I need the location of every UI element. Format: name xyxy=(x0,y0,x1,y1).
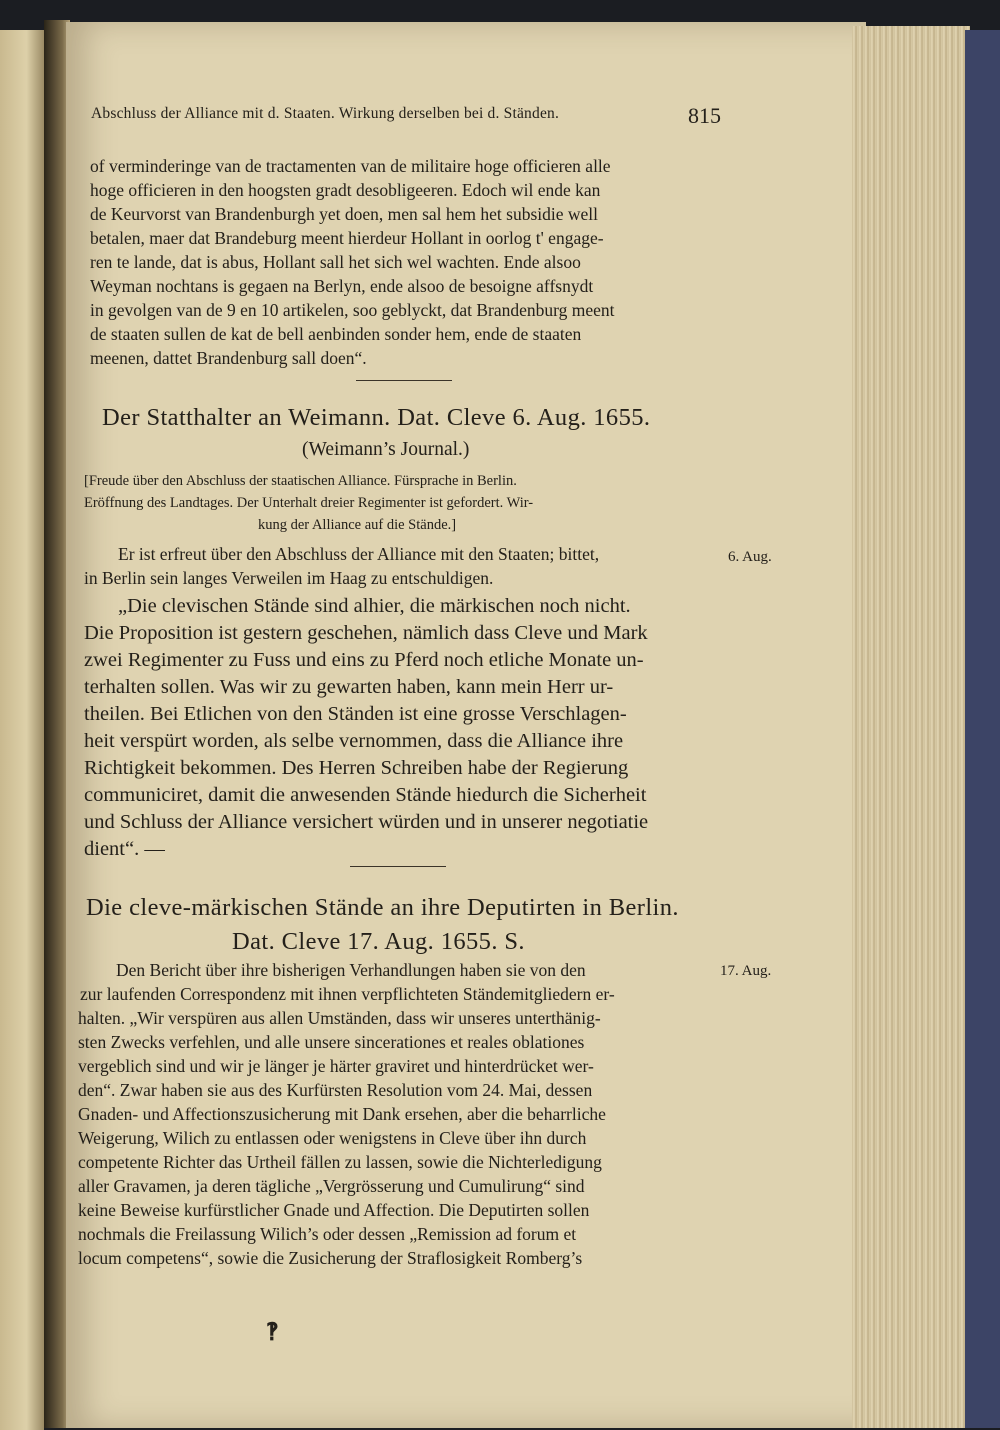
text-line: ren te lande, dat is abus, Hollant sall het sich wel wachten. Ende alsoo xyxy=(90,252,581,272)
text-line: vergeblich sind und wir je länger je härter graviret und hinterdrücket wer- xyxy=(78,1056,594,1076)
document-title: Der Statthalter an Weimann. Dat. Cleve 6. Aug. 1655. xyxy=(102,404,651,431)
section-divider xyxy=(356,380,452,381)
summary-line: [Freude über den Abschluss der staatischen Alliance. Fürsprache in Berlin. xyxy=(84,473,517,489)
ink-mark: ‽ xyxy=(266,1320,279,1346)
quote-line: terhalten sollen. Was wir zu gewarten haben, kann mein Herr ur- xyxy=(84,676,614,698)
quote-line: Die Proposition ist gestern geschehen, nämlich dass Cleve und Mark xyxy=(84,622,648,644)
text-line: nochmals die Freilassung Wilich’s oder dessen „Remission ad forum et xyxy=(78,1224,577,1244)
text-line: betalen, maer dat Brandeburg meent hierdeur Hollant in oorlog t' engage- xyxy=(90,228,604,248)
text-line: aller Gravamen, ja deren tägliche „Vergrösserung und Cumulirung“ sind xyxy=(78,1176,585,1196)
document-title: Die cleve-märkischen Stände an ihre Deputirten in Berlin. xyxy=(86,894,679,921)
text-line: keine Beweise kurfürstlicher Gnade und Affection. Die Deputirten sollen xyxy=(78,1200,590,1220)
quote-line: und Schluss der Alliance versichert würden und in unserer negotiatie xyxy=(84,811,649,833)
quote-line: theilen. Bei Etlichen von den Ständen ist eine grosse Verschlagen- xyxy=(84,703,627,725)
text-line: de staaten sullen de kat de bell aenbinden sonder hem, ende de staaten xyxy=(90,324,582,344)
quote-line: heit verspürt worden, als selbe vernommen, dass die Alliance ihre xyxy=(84,730,624,752)
text-line: in gevolgen van de 9 en 10 artikelen, soo geblyckt, dat Brandenburg meent xyxy=(90,300,615,320)
text-line: de Keurvorst van Brandenburgh yet doen, men sal hem het subsidie well xyxy=(90,204,599,224)
quote-line: zwei Regimenter zu Fuss und eins zu Pferd noch etliche Monate un- xyxy=(84,649,644,671)
summary-line: Eröffnung des Landtages. Der Unterhalt dreier Regimenter ist gefordert. Wir- xyxy=(84,495,534,511)
text-line: of verminderinge van de tractamenten van de militaire hoge officieren alle xyxy=(90,156,611,176)
quote-line: „Die clevischen Stände sind alhier, die märkischen noch nicht. xyxy=(118,595,631,617)
document-title: Dat. Cleve 17. Aug. 1655. S. xyxy=(232,928,525,955)
text-line: in Berlin sein langes Verweilen im Haag zu entschuldigen. xyxy=(84,568,494,588)
quote-line: dient“. — xyxy=(84,838,165,860)
section-divider xyxy=(350,866,446,867)
text-line: halten. „Wir verspüren aus allen Umständen, dass wir unseres unterthänig- xyxy=(78,1008,601,1028)
text-line: meenen, dattet Brandenburg sall doen“. xyxy=(90,348,367,368)
text-line: competente Richter das Urtheil fällen zu lassen, sowie die Nichterledigung xyxy=(78,1152,602,1172)
text-line: den“. Zwar haben sie aus des Kurfürsten Resolution vom 24. Mai, dessen xyxy=(78,1080,593,1100)
quote-line: Richtigkeit bekommen. Des Herren Schreiben habe der Regierung xyxy=(84,757,629,779)
margin-date: 6. Aug. xyxy=(728,549,772,565)
text-line: sten Zwecks verfehlen, und alle unsere sincerationes et reales oblationes xyxy=(78,1032,585,1052)
text-line: Den Bericht über ihre bisherigen Verhandlungen haben sie von den xyxy=(116,960,586,980)
text-line: Weyman nochtans is gegaen na Berlyn, ende alsoo de besoigne affsnydt xyxy=(90,276,594,296)
text-line: Gnaden- und Affectionszusicherung mit Dank ersehen, aber die beharrliche xyxy=(78,1104,606,1124)
text-line: zur laufenden Correspondenz mit ihnen verpflichteten Ständemitgliedern er- xyxy=(80,984,615,1004)
text-line: locum competens“, sowie die Zusicherung der Straflosigkeit Romberg’s xyxy=(78,1248,583,1268)
summary-line: kung der Alliance auf die Stände.] xyxy=(258,517,457,533)
running-head: Abschluss der Alliance mit d. Staaten. Wirkung derselben bei d. Ständen. xyxy=(91,105,560,122)
document-source: (Weimann’s Journal.) xyxy=(302,439,470,460)
page-number: 815 xyxy=(688,103,721,128)
quote-line: communiciret, damit die anwesenden Stände hiedurch die Sicherheit xyxy=(84,784,647,806)
margin-date: 17. Aug. xyxy=(720,963,772,979)
text-line: Er ist erfreut über den Abschluss der Alliance mit den Staaten; bittet, xyxy=(118,544,600,564)
text-line: Weigerung, Wilich zu entlassen oder wenigstens in Cleve über ihn durch xyxy=(78,1128,587,1148)
text-line: hoge officieren in den hoogsten gradt desobligeeren. Edoch wil ende kan xyxy=(90,180,601,200)
